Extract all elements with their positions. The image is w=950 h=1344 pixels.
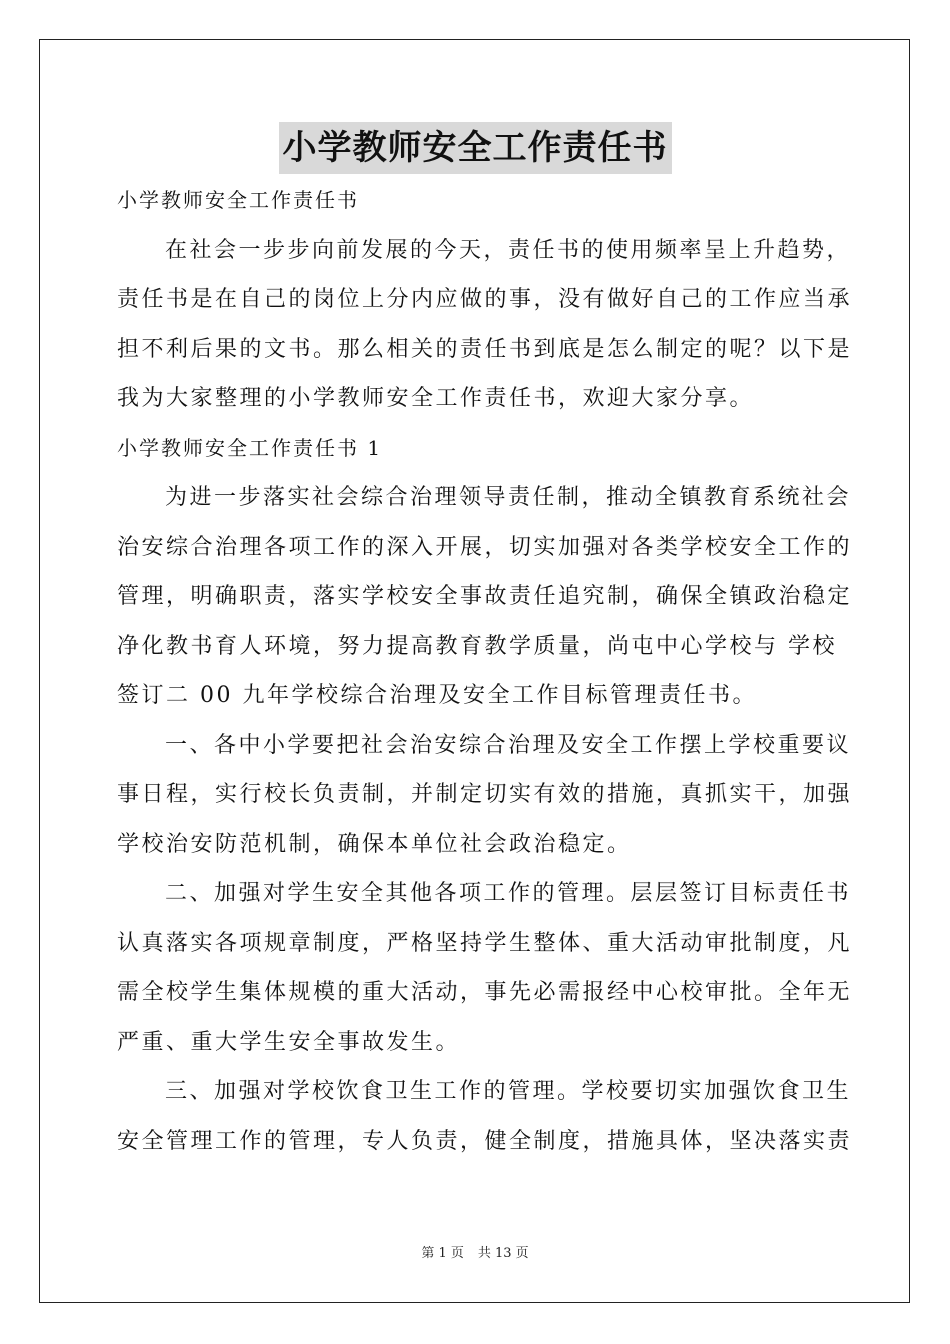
paragraph-line: 为进一步落实社会综合治理领导责任制，推动全镇教育系统社会 — [165, 485, 852, 510]
paragraph-line: 净化教书育人环境，努力提高教育教学质量，尚屯中心学校与 学校 — [117, 633, 837, 659]
paragraph-line: 治安综合治理各项工作的深入开展，切实加强对各类学校安全工作的 — [117, 534, 853, 560]
intro-line: 我为大家整理的小学教师安全工作责任书，欢迎大家分享。 — [117, 386, 755, 411]
title-wrap — [0, 122, 950, 174]
intro-line: 担不利后果的文书。那么相关的责任书到底是怎么制定的呢？以下是 — [117, 336, 853, 362]
page-number: 第 1 页 — [421, 1246, 464, 1261]
paragraph-line: 学校治安防范机制，确保本单位社会政治稳定。 — [117, 831, 632, 857]
paragraph-line: 严重、重大学生安全事故发生。 — [117, 1029, 461, 1055]
paragraph-line: 需全校学生集体规模的重大活动，事先必需报经中心校审批。全年无 — [117, 980, 853, 1005]
paragraph-line: 二、加强对学生安全其他各项工作的管理。层层签订目标责任书 — [165, 881, 852, 906]
page-footer — [0, 1244, 950, 1264]
section-heading: 小学教师安全工作责任书 1 — [117, 435, 383, 460]
paragraph-line: 管理，明确职责，落实学校安全事故责任追究制，确保全镇政治稳定 — [117, 584, 853, 609]
paragraph-line: 认真落实各项规章制度，严格坚持学生整体、重大活动审批制度，凡 — [117, 930, 853, 956]
document-body — [117, 176, 853, 1166]
paragraph-line: 安全管理工作的管理，专人负责，健全制度，措施具体，坚决落实责 — [117, 1128, 853, 1154]
paragraph-line: 签订二 00 九年学校综合治理及安全工作目标管理责任书。 — [117, 683, 757, 708]
page-title: 小学教师安全工作责任书 — [279, 122, 672, 174]
page-total: 共 13 页 — [477, 1246, 529, 1261]
intro-line: 责任书是在自己的岗位上分内应做的事，没有做好自己的工作应当承 — [117, 287, 853, 312]
paragraph-line: 事日程，实行校长负责制，并制定切实有效的措施，真抓实干，加强 — [117, 782, 853, 807]
paragraph-line: 一、各中小学要把社会治安综合治理及安全工作摆上学校重要议 — [165, 732, 852, 758]
intro-line: 在社会一步步向前发展的今天，责任书的使用频率呈上升趋势， — [165, 237, 852, 263]
document-subtitle: 小学教师安全工作责任书 — [117, 188, 359, 212]
paragraph-line: 三、加强对学校饮食卫生工作的管理。学校要切实加强饮食卫生 — [165, 1079, 852, 1104]
